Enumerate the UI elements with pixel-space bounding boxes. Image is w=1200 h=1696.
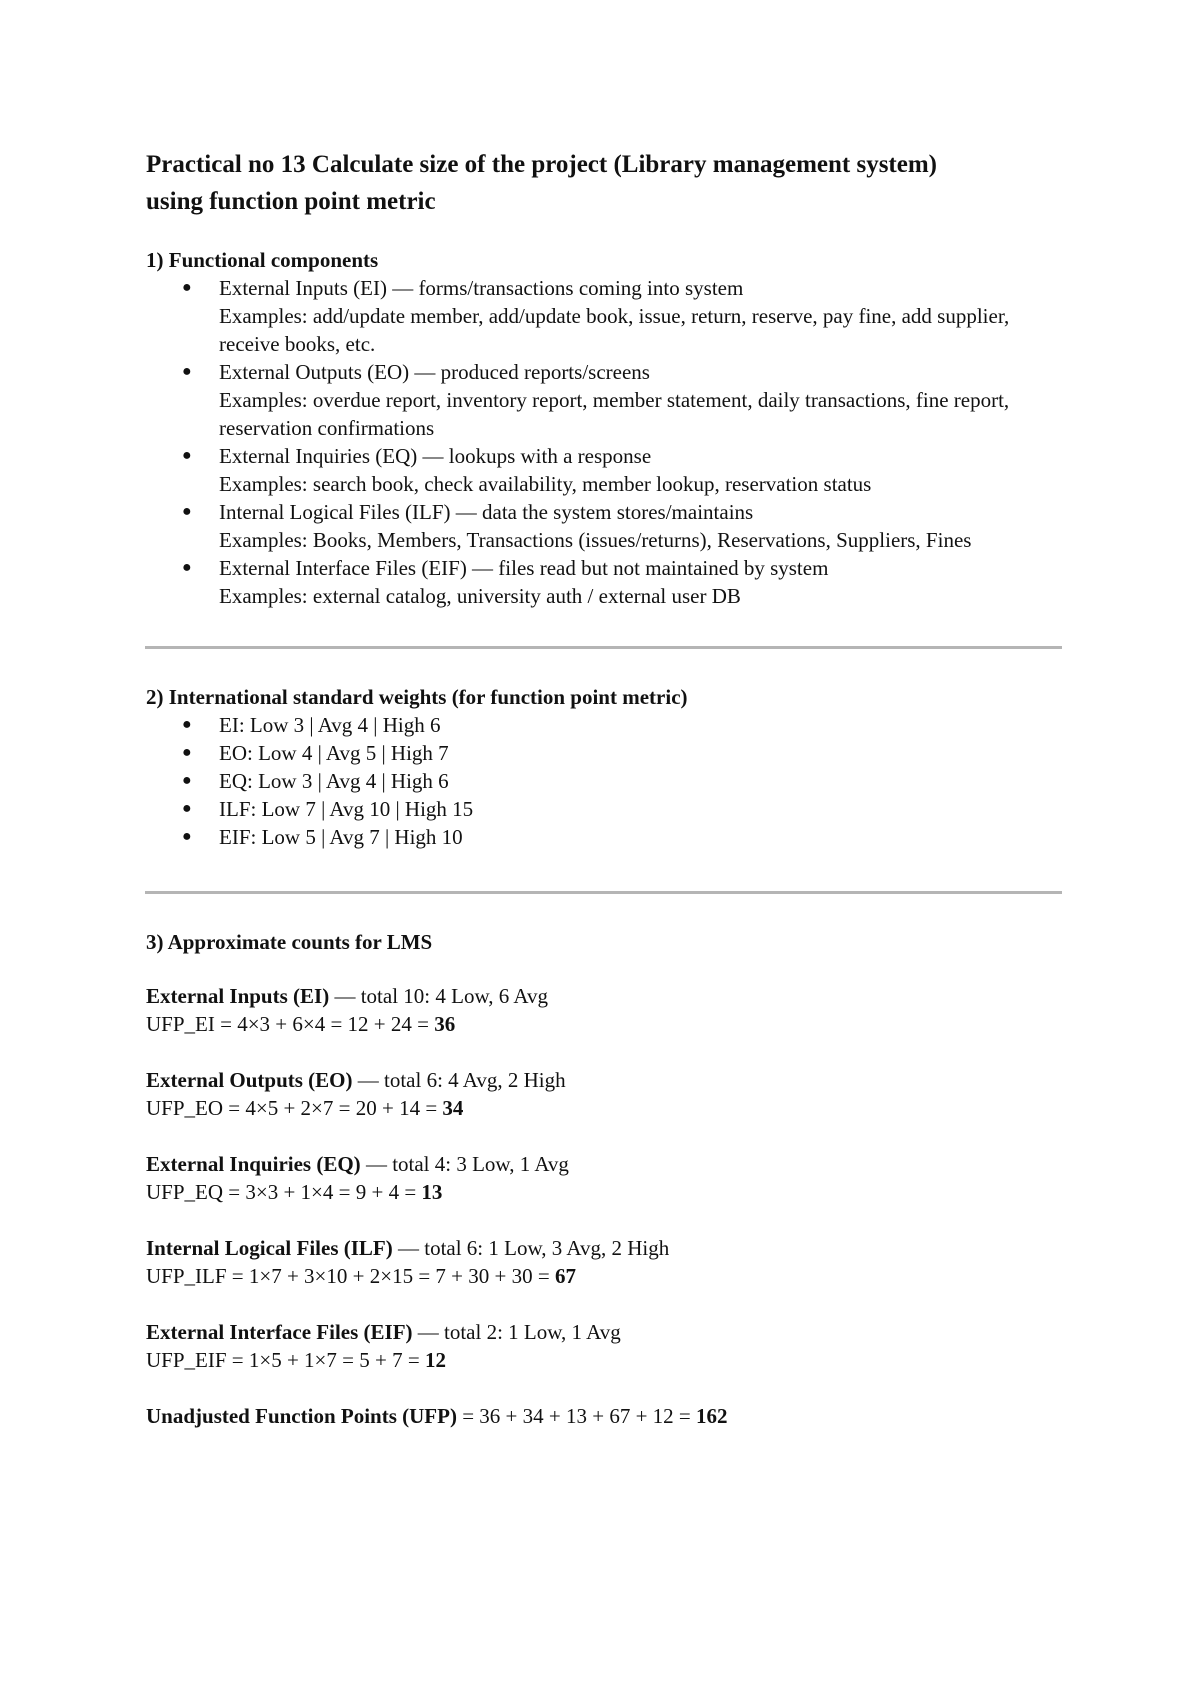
count-detail: — total 10: 4 Low, 6 Avg bbox=[329, 984, 548, 1008]
bullet-icon: ● bbox=[182, 716, 192, 733]
ufp-total bbox=[146, 1402, 1062, 1430]
count-result: 34 bbox=[442, 1096, 464, 1120]
weight-text: EQ: Low 3 | Avg 4 | High 6 bbox=[219, 769, 449, 793]
bullet-icon: ● bbox=[182, 363, 192, 380]
weight-text: EI: Low 3 | Avg 4 | High 6 bbox=[219, 713, 441, 737]
weight-text: EO: Low 4 | Avg 5 | High 7 bbox=[219, 741, 449, 765]
horizontal-divider bbox=[145, 646, 1062, 649]
bullet-icon: ● bbox=[182, 744, 192, 761]
count-detail: — total 2: 1 Low, 1 Avg bbox=[412, 1320, 621, 1344]
bullet-icon: ● bbox=[182, 559, 192, 576]
section-2-heading: 2) International standard weights (for function point metric) bbox=[146, 685, 688, 709]
functional-components-list bbox=[146, 274, 1062, 610]
list-item bbox=[146, 767, 1062, 795]
document-page bbox=[146, 146, 1062, 1430]
count-result: 36 bbox=[434, 1012, 456, 1036]
bullet-icon: ● bbox=[182, 800, 192, 817]
count-name: External Interface Files (EIF) bbox=[146, 1320, 413, 1344]
weight-text: EIF: Low 5 | Avg 7 | High 10 bbox=[219, 825, 463, 849]
count-formula: UFP_EO = 4×5 + 2×7 = 20 + 14 = bbox=[146, 1096, 443, 1120]
section-3-heading: 3) Approximate counts for LMS bbox=[146, 930, 433, 954]
count-formula: UFP_ILF = 1×7 + 3×10 + 2×15 = 7 + 30 + 30 = bbox=[146, 1264, 555, 1288]
count-name: External Inputs (EI) bbox=[146, 984, 330, 1008]
count-block-eo bbox=[146, 1066, 1062, 1122]
ufp-result: 162 bbox=[696, 1404, 728, 1428]
count-block-ilf bbox=[146, 1234, 1062, 1290]
component-label: External Inputs (EI) — forms/transactions coming into system bbox=[219, 276, 744, 300]
component-label: External Inquiries (EQ) — lookups with a response bbox=[219, 444, 652, 468]
count-result: 12 bbox=[424, 1348, 446, 1372]
bullet-icon: ● bbox=[182, 279, 192, 296]
component-label: External Outputs (EO) — produced reports/screens bbox=[219, 360, 650, 384]
count-block-eq bbox=[146, 1150, 1062, 1206]
horizontal-divider bbox=[145, 891, 1062, 894]
count-formula: UFP_EI = 4×3 + 6×4 = 12 + 24 = bbox=[146, 1012, 435, 1036]
count-detail: — total 4: 3 Low, 1 Avg bbox=[360, 1152, 569, 1176]
count-result: 13 bbox=[421, 1180, 443, 1204]
bullet-icon: ● bbox=[182, 503, 192, 520]
list-item bbox=[146, 274, 1062, 358]
count-result: 67 bbox=[554, 1264, 576, 1288]
count-name: External Inquiries (EQ) bbox=[146, 1152, 361, 1176]
list-item bbox=[146, 823, 1062, 851]
list-item bbox=[146, 358, 1062, 442]
count-formula: UFP_EQ = 3×3 + 1×4 = 9 + 4 = bbox=[146, 1180, 422, 1204]
list-item bbox=[146, 795, 1062, 823]
component-examples: Examples: Books, Members, Transactions (issues/returns), Reservations, Suppliers, Fines bbox=[219, 528, 972, 552]
list-item bbox=[146, 554, 1062, 610]
component-examples: Examples: add/update member, add/update book, issue, return, reserve, pay fine, add supplier, receive books, etc. bbox=[219, 304, 1010, 356]
list-item bbox=[146, 498, 1062, 554]
count-block-eif bbox=[146, 1318, 1062, 1374]
page-title bbox=[146, 146, 1062, 220]
ufp-formula: = 36 + 34 + 13 + 67 + 12 = bbox=[456, 1404, 697, 1428]
component-examples: Examples: external catalog, university auth / external user DB bbox=[219, 584, 741, 608]
list-item bbox=[146, 711, 1062, 739]
count-block-ei bbox=[146, 982, 1062, 1038]
count-detail: — total 6: 1 Low, 3 Avg, 2 High bbox=[392, 1236, 670, 1260]
title-line-1: Practical no 13 Calculate size of the project (Library management system) bbox=[146, 151, 938, 178]
title-line-2: using function point metric bbox=[146, 188, 436, 215]
component-label: Internal Logical Files (ILF) — data the system stores/maintains bbox=[219, 500, 754, 524]
list-item bbox=[146, 739, 1062, 767]
list-item bbox=[146, 442, 1062, 498]
ufp-name: Unadjusted Function Points (UFP) bbox=[146, 1404, 457, 1428]
weight-text: ILF: Low 7 | Avg 10 | High 15 bbox=[219, 797, 474, 821]
count-name: Internal Logical Files (ILF) bbox=[146, 1236, 393, 1260]
count-formula: UFP_EIF = 1×5 + 1×7 = 5 + 7 = bbox=[146, 1348, 425, 1372]
count-name: External Outputs (EO) bbox=[146, 1068, 353, 1092]
bullet-icon: ● bbox=[182, 447, 192, 464]
bullet-icon: ● bbox=[182, 772, 192, 789]
component-examples: Examples: overdue report, inventory report, member statement, daily transactions, fine report, reservation confirmations bbox=[219, 388, 1010, 440]
component-examples: Examples: search book, check availability, member lookup, reservation status bbox=[219, 472, 872, 496]
bullet-icon: ● bbox=[182, 828, 192, 845]
component-label: External Interface Files (EIF) — files read but not maintained by system bbox=[219, 556, 829, 580]
count-detail: — total 6: 4 Avg, 2 High bbox=[352, 1068, 566, 1092]
section-1-heading: 1) Functional components bbox=[146, 248, 379, 272]
standard-weights-list bbox=[146, 711, 1062, 851]
